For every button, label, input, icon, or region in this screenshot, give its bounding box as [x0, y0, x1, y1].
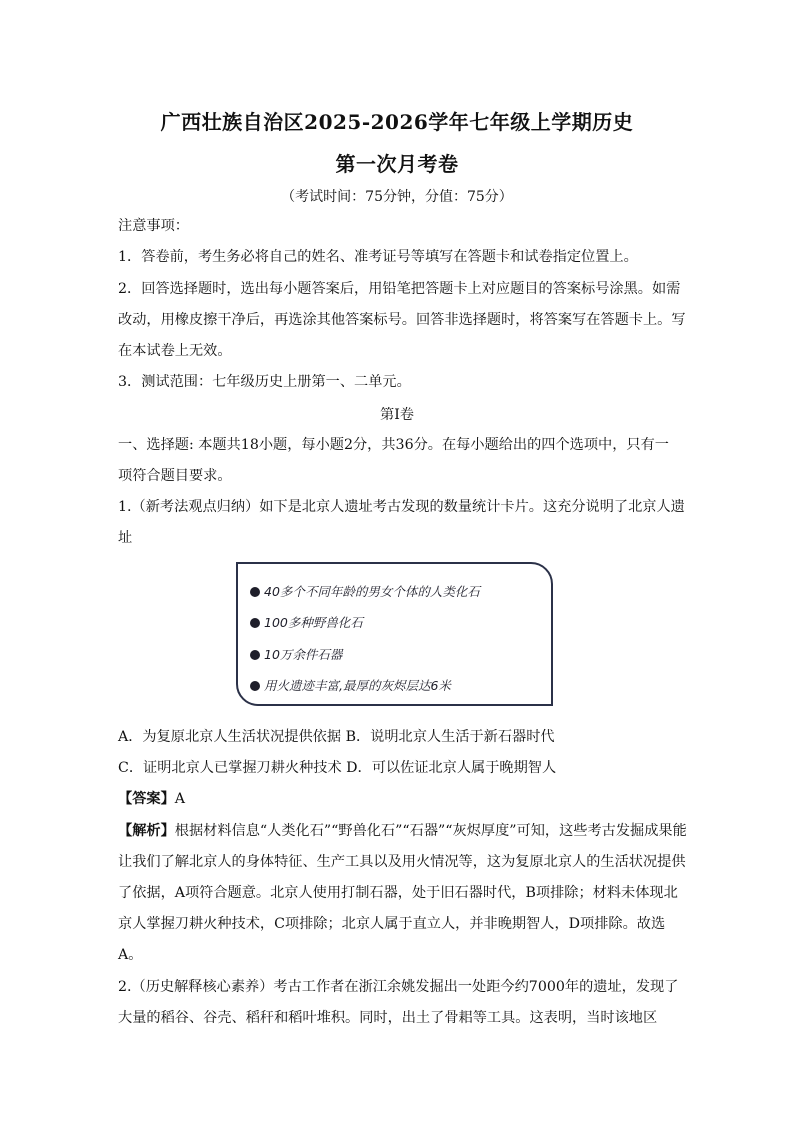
analysis-label: 【解析】 — [118, 823, 175, 839]
question-2-stem-line-1: 2.（历史解释核心素养）考古工作者在浙江余姚发掘出一处距今约7000年的遗址，发现了 — [118, 979, 679, 995]
question-1-answer — [118, 789, 678, 809]
card-item-1: 40多个不同年龄的男女个体的人类化石 — [250, 582, 480, 600]
question-1-options-line-2: C．证明北京人已掌握刀耕火种技术 D．可以佐证北京人属于晚期智人 — [118, 760, 557, 776]
card-item-4: 用火遗迹丰富,最厚的灰烬层达6米 — [250, 676, 451, 694]
bullet-icon — [250, 650, 260, 660]
question-1-analysis-line-1: 【解析】根据材料信息“人类化石”“野兽化石”“石器”“灰烬厚度”可知，这些考古发掘成果能 — [118, 823, 687, 839]
answer-label: 【答案】 — [118, 791, 175, 807]
note-item-3: 3．测试范围：七年级历史上册第一、二单元。 — [118, 374, 411, 390]
card-item-2: 100多种野兽化石 — [250, 613, 363, 631]
section-intro-line-2: 项符合题目要求。 — [118, 468, 232, 484]
answer-value: A — [174, 791, 186, 807]
exam-info: （考试时间：75分钟，分值：75分） — [281, 189, 513, 205]
question-1-stem-line-1: 1.（新考法观点归纳）如下是北京人遗址考古发现的数量统计卡片。这充分说明了北京人遗 — [118, 499, 685, 515]
bullet-icon — [250, 587, 260, 597]
card-item-3: 10万余件石器 — [250, 645, 342, 663]
note-item-2-line-2: 改动，用橡皮擦干净后，再选涂其他答案标号。回答非选择题时，将答案写在答题卡上。写 — [118, 312, 686, 328]
page-title: 广西壮族自治区2025-2026学年七年级上学期历史 — [160, 110, 634, 134]
note-item-2-line-3: 在本试卷上无效。 — [118, 343, 232, 359]
volume-heading: 第Ⅰ卷 — [380, 407, 414, 423]
question-1-analysis-line-3: 了依据，A项符合题意。北京人使用打制石器，处于旧石器时代，B项排除；材料未体现北 — [118, 885, 678, 901]
page-subtitle: 第一次月考卷 — [335, 152, 459, 176]
question-1-options-line-1: A．为复原北京人生活状况提供依据 B．说明北京人生活于新石器时代 — [118, 729, 555, 745]
bullet-icon — [250, 618, 260, 628]
bullet-icon — [250, 681, 260, 691]
question-1-analysis-line-2: 让我们了解北京人的身体特征、生产工具以及用火情况等，这为复原北京人的生活状况提供 — [118, 854, 686, 870]
section-intro-line-1: 一、选择题: 本题共18小题，每小题2分，共36分。在每小题给出的四个选项中，只有一 — [118, 437, 669, 453]
notes-heading: 注意事项： — [118, 218, 189, 234]
question-2-stem-line-2: 大量的稻谷、谷壳、稻秆和稻叶堆积。同时，出土了骨耜等工具。这表明，当时该地区 — [118, 1010, 658, 1026]
question-1-analysis-line-5: A。 — [118, 947, 143, 963]
question-1-analysis-line-4: 京人掌握刀耕火种技术，C项排除；北京人属于直立人，并非晚期智人，D项排除。故选 — [118, 916, 666, 932]
note-item-1: 1．答卷前，考生务必将自己的姓名、准考证号等填写在答题卡和试卷指定位置上。 — [118, 249, 638, 265]
question-1-stem-line-2: 址 — [118, 530, 133, 546]
note-item-2-line-1: 2．回答选择题时，选出每小题答案后，用铅笔把答题卡上对应题目的答案标号涂黑。如需 — [118, 281, 681, 297]
